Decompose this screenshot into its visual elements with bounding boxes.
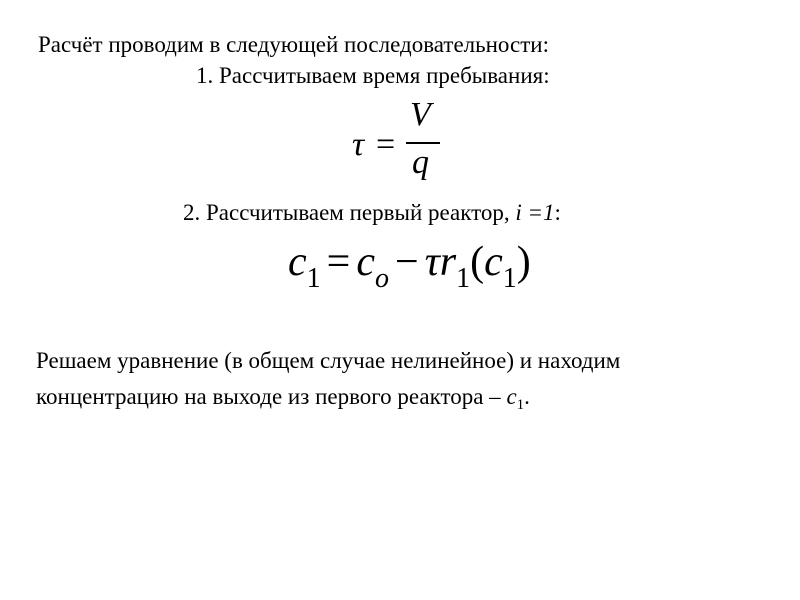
step2-text bbox=[183, 201, 561, 224]
c-var: c bbox=[356, 239, 375, 285]
intro-text: Расчёт проводим в следующей последовательности: bbox=[38, 32, 549, 57]
paragraph-line-2-text: концентрацию на выходе из первого реактора – bbox=[36, 384, 507, 409]
step1-text: 1. Рассчитываем время пребывания: bbox=[196, 63, 550, 88]
step2-label: 2. Рассчитываем первый реактор, bbox=[183, 200, 516, 225]
sub-1: 1 bbox=[306, 263, 321, 294]
r-var: r bbox=[439, 239, 457, 285]
equals-sign: = bbox=[376, 126, 396, 163]
denominator-q: q bbox=[412, 144, 429, 181]
c-var: c bbox=[288, 239, 307, 285]
c-var: c bbox=[506, 384, 517, 409]
period: . bbox=[524, 384, 530, 409]
paragraph-line-2 bbox=[36, 384, 530, 413]
minus-sign: − bbox=[395, 239, 419, 285]
sub-1: 1 bbox=[516, 397, 525, 413]
close-paren: ) bbox=[516, 239, 531, 285]
tau-symbol: τ bbox=[352, 126, 365, 163]
c-var: c bbox=[484, 239, 503, 285]
step2-colon: : bbox=[554, 200, 561, 225]
numerator-v: V bbox=[410, 96, 431, 133]
paragraph-line-1: Решаем уравнение (в общем случае нелинейное) и находим bbox=[36, 348, 621, 373]
equals-sign: = bbox=[326, 239, 351, 285]
sub-o: o bbox=[375, 263, 389, 294]
open-paren: ( bbox=[470, 239, 485, 285]
tau-symbol: τ bbox=[424, 239, 440, 285]
sub-1: 1 bbox=[502, 263, 517, 294]
step2-var: i bbox=[515, 200, 522, 225]
step2-rest: =1 bbox=[521, 200, 555, 225]
sub-1: 1 bbox=[456, 263, 471, 294]
residence-time-formula bbox=[352, 96, 452, 188]
reactor-concentration-formula bbox=[288, 238, 531, 298]
